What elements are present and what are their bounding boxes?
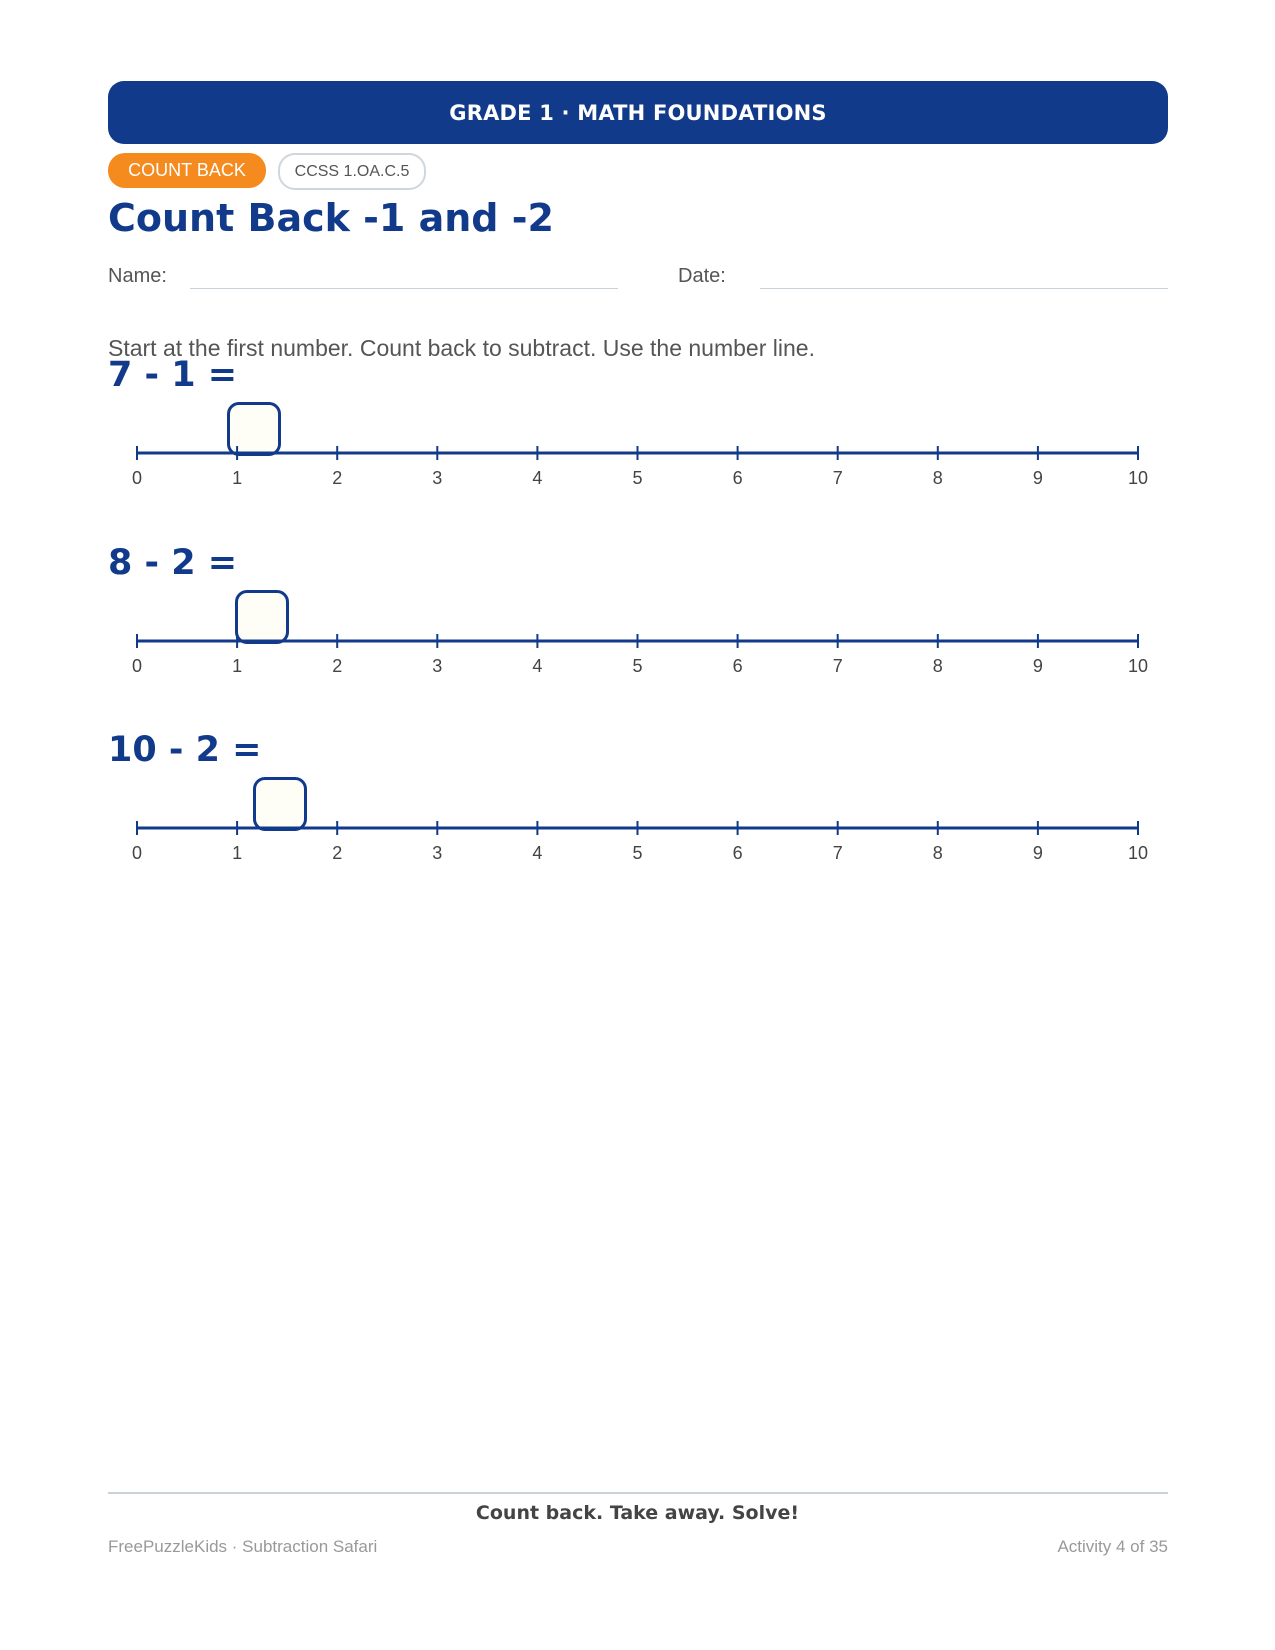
tick-label: 1 [232, 656, 243, 676]
date-field[interactable] [760, 288, 1168, 289]
tick-label: 1 [232, 468, 243, 488]
name-field[interactable] [190, 288, 618, 289]
equation: 10 - 2 = [108, 730, 262, 770]
banner-text: GRADE 1 · MATH FOUNDATIONS [449, 100, 827, 125]
tick-label: 3 [432, 656, 443, 676]
date-label: Date: [678, 265, 726, 287]
tick-label: 2 [332, 468, 343, 488]
tick-label: 3 [432, 468, 443, 488]
number-line [0, 627, 1275, 687]
tick-label: 10 [1127, 843, 1149, 863]
tick-label: 5 [632, 656, 643, 676]
number-line [0, 814, 1275, 874]
tick-label: 7 [832, 468, 843, 488]
tick-label: 9 [1032, 656, 1043, 676]
tick-label: 8 [932, 843, 943, 863]
footer-tagline: Count back. Take away. Solve! [475, 1502, 800, 1524]
tick-label: 0 [131, 843, 143, 863]
tick-label: 8 [932, 656, 943, 676]
problem-2 [0, 543, 1275, 693]
instructions: Start at the first number. Count back to subtract. Use the number line. [108, 335, 815, 361]
tick-label: 6 [732, 468, 743, 488]
tick-label: 10 [1127, 656, 1149, 676]
tick-label: 8 [932, 468, 943, 488]
problem-1 [0, 355, 1275, 505]
number-line [0, 439, 1275, 499]
standard-tag-label: CCSS 1.OA.C.5 [294, 162, 410, 180]
tick-label: 9 [1032, 843, 1043, 863]
name-label: Name: [108, 265, 167, 287]
tick-label: 4 [532, 468, 543, 488]
footer-page-count: Activity 4 of 35 [1057, 1537, 1168, 1556]
equation: 7 - 1 = [108, 355, 238, 395]
tick-label: 5 [632, 468, 643, 488]
tick-label: 1 [232, 843, 243, 863]
header-banner [108, 81, 1168, 144]
tick-label: 0 [131, 656, 143, 676]
tick-label: 4 [532, 843, 543, 863]
footer-divider [108, 1492, 1168, 1494]
tick-label: 6 [732, 656, 743, 676]
problem-3 [0, 730, 1275, 880]
tick-label: 2 [332, 656, 343, 676]
tick-label: 4 [532, 656, 543, 676]
standard-tag [278, 153, 426, 190]
tick-label: 5 [632, 843, 643, 863]
tick-label: 10 [1127, 468, 1149, 488]
tick-label: 7 [832, 843, 843, 863]
tick-label: 2 [332, 843, 343, 863]
tick-label: 3 [432, 843, 443, 863]
tick-label: 6 [732, 843, 743, 863]
tick-label: 0 [131, 468, 143, 488]
skill-tag [108, 153, 266, 188]
tick-label: 7 [832, 656, 843, 676]
skill-tag-label: COUNT BACK [128, 160, 246, 180]
equation: 8 - 2 = [108, 543, 238, 583]
page-title: Count Back -1 and -2 [108, 196, 554, 240]
footer-brand: FreePuzzleKids · Subtraction Safari [108, 1537, 378, 1556]
tick-label: 9 [1032, 468, 1043, 488]
